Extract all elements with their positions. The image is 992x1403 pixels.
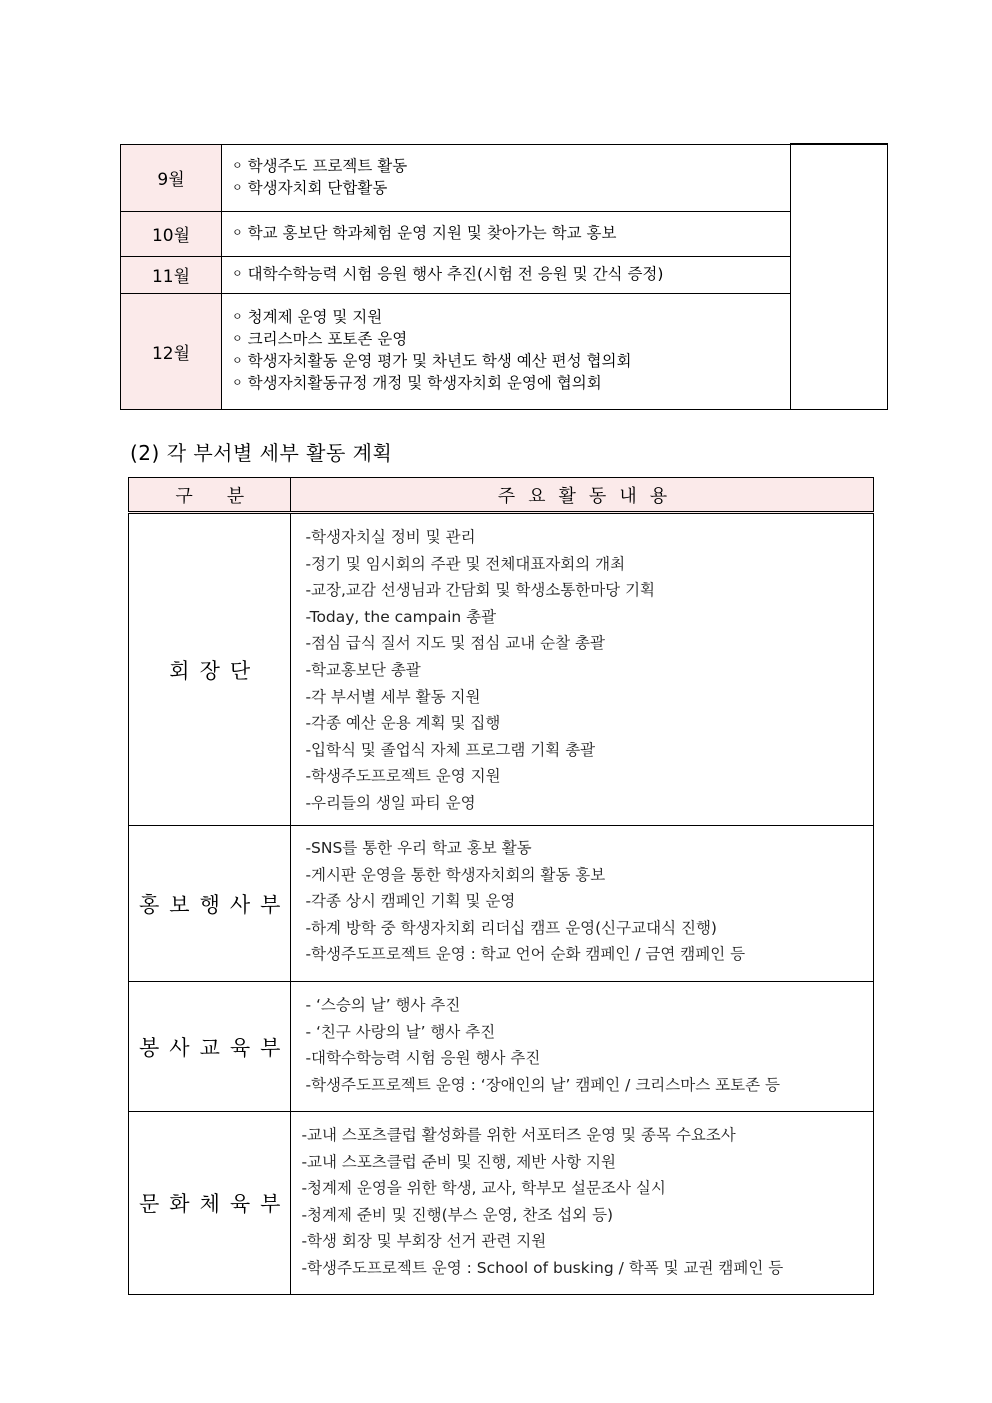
month-cell: 11월 [121, 256, 222, 293]
table-row [129, 513, 874, 826]
list-item: -정기 및 임시회의 주관 및 전체대표자회의 개최 [305, 554, 626, 573]
table-row [121, 293, 888, 409]
list-item: -교내 스포츠클럽 준비 및 진행, 제반 사항 지원 [301, 1152, 616, 1171]
list-item: -청계제 운영을 위한 학생, 교사, 학부모 설문조사 실시 [301, 1179, 666, 1198]
activity-cell [222, 211, 791, 256]
list-item: -하계 방학 중 학생자치회 리더십 캠프 운영(신구교대식 진행) [305, 918, 717, 937]
list-item: -청계제 준비 및 진행(부스 운영, 찬조 섭외 등) [301, 1205, 614, 1224]
list-item: -학생 회장 및 부회장 선거 관련 지원 [301, 1232, 547, 1251]
list-item: -대학수학능력 시험 응원 행사 추진 [305, 1049, 541, 1068]
table-row [121, 211, 888, 256]
list-item: ㅇ 크리스마스 포토존 운영 [232, 330, 408, 348]
list-item: ㅇ 학생자치회 단합활동 [232, 178, 388, 197]
department-activities [291, 982, 874, 1112]
list-item: ㅇ 학생자치활동규정 개정 및 학생자치회 운영에 협의회 [232, 374, 602, 392]
remarks-cell [791, 144, 888, 409]
list-item: ㅇ 학교 홍보단 학과체험 운영 지원 및 찾아가는 학교 홍보 [232, 223, 617, 242]
list-item: -교내 스포츠클럽 활성화를 위한 서포터즈 운영 및 종목 수요조사 [301, 1126, 736, 1144]
list-item: -학교홍보단 총괄 [305, 660, 421, 679]
monthly-plan-table [120, 143, 888, 410]
department-name: 홍보행사부 [129, 826, 291, 982]
list-item: ㅇ 대학수학능력 시험 응원 행사 추진(시험 전 응원 및 간식 증정) [232, 264, 664, 283]
department-name: 봉사교육부 [129, 982, 291, 1112]
bullet-icon: ㅇ [232, 266, 243, 280]
list-item: -우리들의 생일 파티 운영 [305, 793, 476, 812]
bullet-icon: ㅇ [232, 354, 243, 367]
bullet-icon: ㅇ [232, 180, 243, 194]
list-item: -각종 예산 운용 계획 및 집행 [305, 714, 501, 733]
list-item: -각종 상시 캠페인 기획 및 운영 [305, 892, 516, 911]
list-item: -입학식 및 졸업식 자체 프로그램 기획 총괄 [305, 740, 596, 759]
list-item: ㅇ 학생주도 프로젝트 활동 [232, 156, 408, 175]
table-row [129, 826, 874, 982]
list-item: ㅇ 학생자치활동 운영 평가 및 차년도 학생 예산 편성 협의회 [232, 352, 632, 370]
list-item: -학생주도프로젝트 운영 : 학교 언어 순화 캠페인 / 금연 캠페인 등 [305, 945, 746, 964]
bullet-icon: ㅇ [232, 158, 243, 172]
table-row [121, 256, 888, 293]
list-item: - ‘스승의 날’ 행사 추진 [305, 996, 461, 1014]
department-activities [291, 513, 874, 826]
list-item: -게시판 운영을 통한 학생자치회의 활동 홍보 [305, 865, 606, 884]
table-header-row [129, 478, 874, 513]
bullet-icon: ㅇ [232, 225, 243, 239]
list-item: -Today, the campain 총괄 [305, 607, 497, 626]
department-name: 문화체육부 [129, 1112, 291, 1295]
column-header-activities: 주요활동내용 [291, 478, 874, 513]
department-activities [291, 826, 874, 982]
list-item: -SNS를 통한 우리 학교 홍보 활동 [305, 839, 532, 857]
section-heading: (2) 각 부서별 세부 활동 계획 [130, 441, 393, 465]
department-activity-table [128, 477, 874, 1295]
list-item: -학생주도프로젝트 운영 지원 [305, 767, 501, 786]
department-activities [291, 1112, 874, 1295]
list-item: - ‘친구 사랑의 날’ 행사 추진 [305, 1022, 496, 1041]
activity-cell [222, 256, 791, 293]
table-row [121, 144, 888, 211]
bullet-icon: ㅇ [232, 310, 243, 323]
table-row [129, 982, 874, 1112]
activity-cell [222, 293, 791, 409]
month-cell: 12월 [121, 293, 222, 409]
list-item: -학생자치실 정비 및 관리 [305, 528, 476, 546]
list-item: -학생주도프로젝트 운영 : ‘장애인의 날’ 캠페인 / 크리스마스 포토존 등 [305, 1075, 780, 1094]
column-header-division: 구분 [129, 478, 291, 513]
department-name: 회장단 [129, 513, 291, 826]
activity-cell [222, 144, 791, 211]
month-cell: 10월 [121, 211, 222, 256]
list-item: -점심 급식 질서 지도 및 점심 교내 순찰 총괄 [305, 634, 605, 653]
list-item: -각 부서별 세부 활동 지원 [305, 687, 481, 706]
table-row [129, 1112, 874, 1295]
list-item: ㅇ 청계제 운영 및 지원 [232, 308, 383, 326]
bullet-icon: ㅇ [232, 376, 243, 389]
list-item: -교장,교감 선생님과 간담회 및 학생소통한마당 기획 [305, 581, 656, 600]
month-cell: 9월 [121, 144, 222, 211]
bullet-icon: ㅇ [232, 332, 243, 345]
list-item: -학생주도프로젝트 운영 : School of busking / 학폭 및 교권 캠페인 등 [301, 1258, 784, 1277]
